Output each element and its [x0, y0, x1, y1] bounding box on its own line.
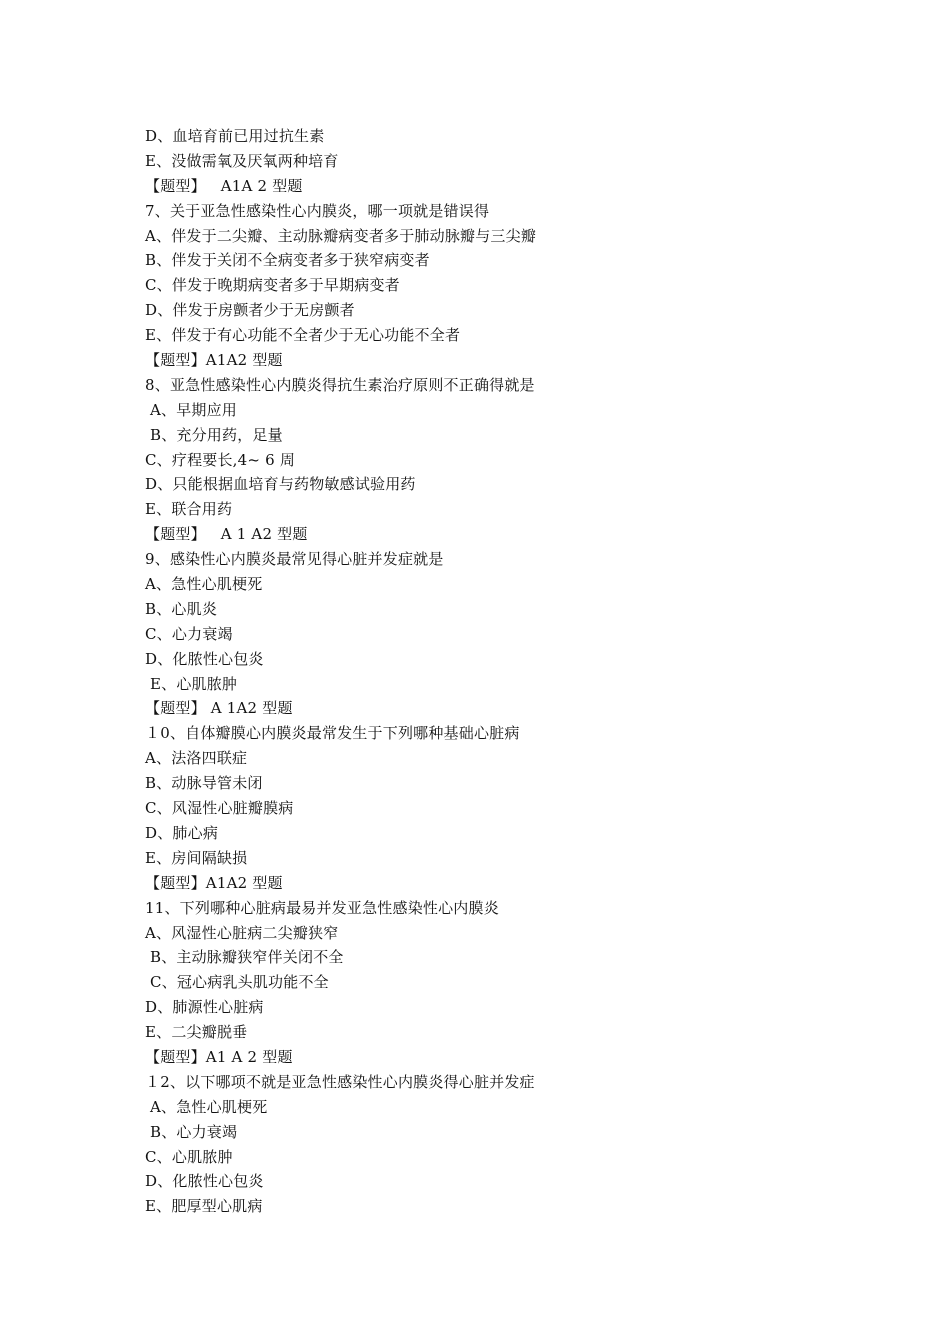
answer-option-d-q6: D、血培育前已用过抗生素: [145, 127, 325, 145]
answer-option-c-q7: C、伴发于晚期病变者多于早期病变者: [145, 276, 400, 295]
answer-option-c-q11: C、冠心病乳头肌功能不全: [145, 973, 329, 992]
answer-option-e-q9: E、心肌脓肿: [145, 674, 238, 693]
answer-option-d-q7: D、伴发于房颤者少于无房颤者: [145, 301, 355, 320]
question-11-stem: 11、下列哪种心脏病最易并发亚急性感染性心内膜炎: [145, 898, 499, 917]
question-type-label: 【题型】 A1A 2 型题: [145, 176, 303, 195]
answer-option-e-q12: E、肥厚型心肌病: [145, 1197, 263, 1216]
answer-option-d-q10: D、肺心病: [145, 823, 219, 842]
answer-option-b-q8: B、充分用药，足量: [145, 425, 283, 444]
question-7-stem: 7、关于亚急性感染性心内膜炎，哪一项就是错误得: [145, 201, 490, 220]
answer-option-a-q12: A、急性心肌梗死: [145, 1097, 268, 1116]
question-type-label: 【题型】A1A2 型题: [145, 351, 283, 370]
question-type-label: 【题型】A1A2 型题: [145, 873, 283, 892]
question-type-label: 【题型】 A 1A2 型题: [145, 699, 293, 718]
answer-option-a-q11: A、风湿性心脏病二尖瓣狭窄: [145, 923, 339, 942]
answer-option-e-q11: E、二尖瓣脱垂: [145, 1023, 248, 1042]
answer-option-b-q10: B、动脉导管未闭: [145, 774, 263, 793]
answer-option-d-q9: D、化脓性心包炎: [145, 649, 264, 668]
question-type-label: 【题型】A1 A 2 型题: [145, 1047, 293, 1066]
answer-option-c-q8: C、疗程要长,4~ 6 周: [145, 450, 296, 469]
question-12-stem: １2、以下哪项不就是亚急性感染性心内膜炎得心脏并发症: [145, 1072, 535, 1091]
answer-option-e-q10: E、房间隔缺损: [145, 848, 248, 867]
answer-option-a-q7: A、伴发于二尖瓣、主动脉瓣病变者多于肺动脉瓣与三尖瓣: [145, 226, 537, 245]
question-10-stem: １0、自体瓣膜心内膜炎最常发生于下列哪种基础心脏病: [145, 724, 520, 743]
answer-option-b-q7: B、伴发于关闭不全病变者多于狭窄病变者: [145, 251, 430, 270]
answer-option-a-q10: A、法洛四联症: [145, 749, 248, 768]
answer-option-b-q11: B、主动脉瓣狭窄伴关闭不全: [145, 948, 344, 967]
answer-option-e-q7: E、伴发于有心功能不全者少于无心功能不全者: [145, 326, 461, 345]
answer-option-a-q9: A、急性心肌梗死: [145, 575, 263, 594]
answer-option-b-q12: B、心力衰竭: [145, 1122, 238, 1141]
answer-option-c-q10: C、风湿性心脏瓣膜病: [145, 799, 294, 818]
answer-option-d-q12: D、化脓性心包炎: [145, 1172, 264, 1191]
answer-option-e-q6: E、没做需氧及厌氧两种培育: [145, 151, 339, 170]
document-body: [145, 124, 845, 1219]
answer-option-d-q8: D、只能根据血培育与药物敏感试验用药: [145, 475, 416, 494]
answer-option-a-q8: A、早期应用: [145, 400, 238, 419]
question-type-label: 【题型】 A 1 A2 型题: [145, 525, 308, 544]
answer-option-c-q12: C、心肌脓肿: [145, 1147, 233, 1166]
answer-option-c-q9: C、心力衰竭: [145, 624, 233, 643]
answer-option-b-q9: B、心肌炎: [145, 599, 218, 618]
answer-option-e-q8: E、联合用药: [145, 500, 233, 519]
question-9-stem: 9、感染性心内膜炎最常见得心脏并发症就是: [145, 550, 444, 569]
question-8-stem: 8、亚急性感染性心内膜炎得抗生素治疗原则不正确得就是: [145, 375, 535, 394]
answer-option-d-q11: D、肺源性心脏病: [145, 998, 264, 1017]
